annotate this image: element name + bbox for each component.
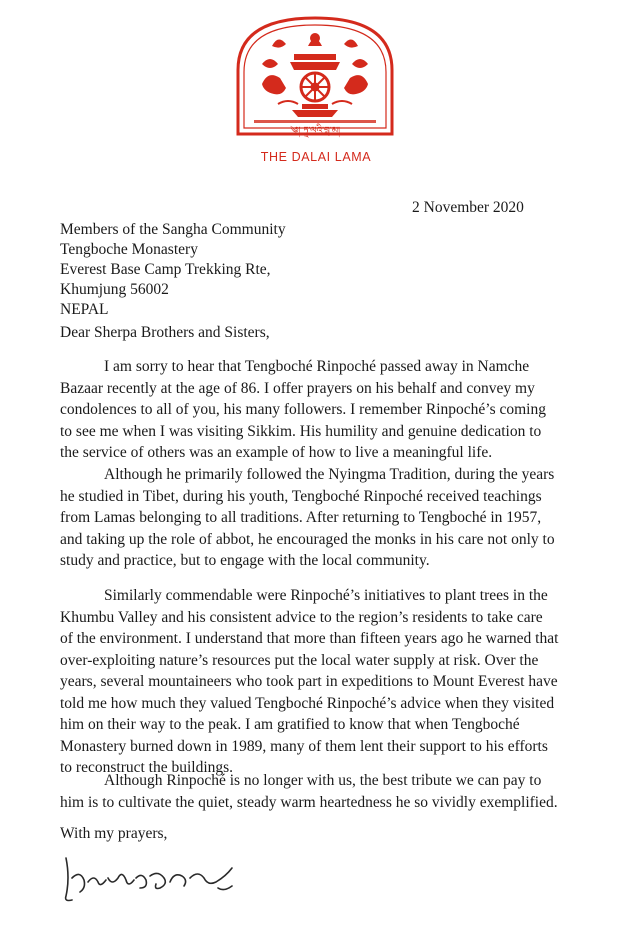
paragraph-line: he studied in Tibet, during his youth, Tengboché Rinpoché received teachings: [60, 487, 542, 505]
address-line: NEPAL: [60, 301, 109, 318]
address-line: Khumjung 56002: [60, 281, 169, 298]
paragraph-line: I am sorry to hear that Tengboché Rinpoché passed away in Namche: [104, 358, 530, 375]
paragraph-line: to reconstruct the buildings.: [60, 759, 234, 776]
paragraph-line: the service of others was an example of how to live a meaningful life.: [60, 444, 493, 461]
paragraph-line: Although he primarily followed the Nyingma Tradition, during the years: [104, 466, 555, 483]
salutation: Dear Sherpa Brothers and Sisters,: [60, 324, 270, 341]
paragraph-line: him is to cultivate the quiet, steady warm heartedness he so vividly exemplified.: [60, 793, 558, 811]
paragraph-line: of the environment. I understand that more than fifteen years ago he warned that: [60, 630, 559, 647]
body-paragraph-2: [60, 464, 568, 572]
paragraph-line: Khumbu Valley and his consistent advice to the region’s residents to take care: [60, 608, 543, 626]
paragraph-line: to see me when I was visiting Sikkim. His humility and genuine dedication to: [60, 422, 542, 440]
paragraph-line: condolences to all of you, his many followers. I remember Rinpoché’s coming: [60, 401, 546, 418]
letter-date: 2 November 2020: [412, 199, 524, 216]
body-paragraph-3: [60, 585, 568, 779]
paragraph-line: Similarly commendable were Rinpoché’s initiatives to plant trees in the: [104, 587, 548, 604]
svg-text:༄། ཏཱ་ལའི་བླ་མ།: ༄། ཏཱ་ལའི་བླ་མ།: [289, 126, 341, 136]
paragraph-line: from Lamas belonging to all traditions. After returning to Tengboché in 1957,: [60, 509, 542, 526]
paragraph-line: over-exploiting nature’s resources put the local water supply at risk. Over the: [60, 651, 539, 669]
address-line: Members of the Sangha Community: [60, 221, 286, 238]
closing-line: With my prayers,: [60, 825, 168, 842]
dalai-lama-seal: [232, 12, 398, 140]
paragraph-line: Although Rinpoché is no longer with us, the best tribute we can pay to: [104, 772, 542, 789]
paragraph-line: told me how much they valued Tengboché Rinpoché’s advice when they visited: [60, 694, 555, 712]
address-line: Everest Base Camp Trekking Rte,: [60, 261, 271, 278]
paragraph-line: Bazaar recently at the age of 86. I offer prayers on his behalf and convey my: [60, 379, 535, 397]
paragraph-line: Monastery burned down in 1989, many of them lent their support to his efforts: [60, 737, 548, 755]
recipient-address: [60, 220, 286, 320]
address-line: Tengboche Monastery: [60, 241, 198, 258]
paragraph-line: him on their way to the peak. I am gratified to know that when Tengboché: [60, 716, 520, 733]
signature: [58, 848, 258, 908]
paragraph-line: study and practice, but to engage with the local community.: [60, 552, 430, 569]
body-paragraph-1: [60, 356, 568, 464]
organization-name: THE DALAI LAMA: [260, 150, 372, 164]
paragraph-line: and taking up the role of abbot, he encouraged the monks in his care not only to: [60, 530, 555, 548]
body-paragraph-4: [60, 770, 568, 813]
paragraph-line: years, several mountaineers who took part in expeditions to Mount Everest have: [60, 673, 558, 690]
